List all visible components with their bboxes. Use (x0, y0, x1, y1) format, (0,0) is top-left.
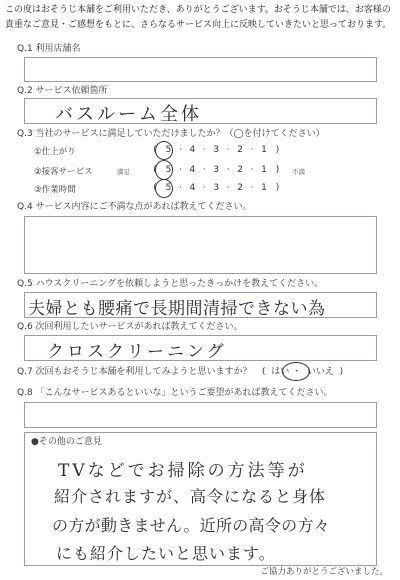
q2-answer: バスルーム全体 (55, 104, 202, 125)
q5-answer-box[interactable] (24, 292, 377, 318)
q6-answer: クロスクリーニング (47, 342, 227, 362)
other-comment-line-2: 紹介されますが、高令になると身体 (54, 487, 327, 506)
q3-item-3-opt-2[interactable]: 2 (237, 183, 243, 193)
q3-item-3-opt-4[interactable]: 4 (189, 183, 196, 193)
q2-label: Q.2 サービス依頼箇所 (17, 86, 108, 96)
q8-answer-box[interactable] (24, 402, 377, 428)
q3-item-3-selection-circle (155, 179, 173, 198)
other-comment-line-3: の方が動きません。近所の高令の方々 (52, 516, 331, 535)
q3-item-1-opt-3[interactable]: 3 (213, 145, 220, 155)
q6-label: Q.6 次回利用したいサービスがあれば教えてください。 (17, 322, 243, 332)
q3-item-1-scale: ( 5 · 4 · 3 · 2 · 1 ) (153, 145, 280, 155)
q3-item-3-opt-1[interactable]: 1 (261, 183, 267, 193)
q3-item-2-opt-3[interactable]: 3 (213, 165, 220, 175)
other-comment-line-4: にも紹介したいと思います。 (56, 544, 276, 563)
q1-answer-box[interactable] (24, 57, 377, 82)
q3-unsatisfied-label: 不満 (292, 168, 305, 176)
thanks-text: ご協力ありがとうございました。 (260, 567, 388, 577)
intro-line-2: 貴重なご意見・ご感想をもとに、さらなるサービス向上に反映していきたいと思っております。 (5, 20, 392, 30)
q8-label: Q.8 「こんなサービスあるといいな」というご要望があれば教えてください。 (17, 388, 333, 398)
q7-yes-selection-circle (282, 362, 310, 381)
intro-line-1: この度はおそうじ本舗をご利用いただき、ありがとうございます。おそうじ本舗では、お客様の (5, 5, 391, 15)
q3-item-1-selection-circle (155, 141, 173, 160)
q7-separator: ・ (292, 367, 302, 377)
q3-item-2-selection-circle (155, 160, 173, 180)
q3-item-3-opt-3[interactable]: 3 (213, 183, 220, 193)
q3-item-3-opt-5[interactable]: 5 (165, 183, 172, 193)
q5-answer: 夫婦とも腰痛で長期間清掃できない為 (28, 299, 326, 319)
q3-satisfied-label: 満足 (117, 168, 130, 176)
q3-item-2-opt-4[interactable]: 4 (189, 165, 196, 175)
q4-answer-box[interactable] (24, 216, 377, 274)
q1-label: Q.1 利用店舗名 (17, 44, 81, 54)
q7-yes-option[interactable]: はい (271, 367, 290, 377)
q7-options: ( はい ・ いいえ ) (262, 367, 344, 377)
q3-item-1-opt-4[interactable]: 4 (189, 145, 196, 155)
q3-label: Q.3 当社のサービスに満足していただけましたか？（◯を付けてください） (17, 129, 325, 139)
other-comments-label: ●その他のご意見 (31, 437, 102, 447)
q3-item-2-scale: ( 5 · 4 · 3 · 2 · 1 ) (153, 165, 280, 175)
q3-item-1-opt-2[interactable]: 2 (237, 145, 243, 155)
q7-no-option[interactable]: いいえ (306, 367, 334, 377)
other-comment-line-1: TVなどでお掃除の方法等が (58, 461, 308, 481)
q3-item-2-opt-1[interactable]: 1 (261, 165, 267, 175)
q3-item-1-label: ①仕上がり (34, 147, 76, 157)
q4-label: Q.4 サービス内容にご不満な点があれば教えてください。 (17, 202, 252, 212)
q2-answer-box[interactable] (24, 98, 377, 124)
q5-label: Q.5 ハウスクリーニングを依頼しようと思ったきっかけを教えてください。 (17, 279, 324, 289)
intro-text (5, 3, 397, 33)
q3-item-1-opt-1[interactable]: 1 (261, 145, 267, 155)
q6-answer-box[interactable] (24, 335, 377, 361)
q3-item-3-label: ③作業時間 (34, 185, 76, 195)
q3-item-3-scale: ( 5 · 4 · 3 · 2 · 1 ) (153, 183, 280, 193)
q3-item-1-opt-5[interactable]: 5 (165, 145, 172, 155)
q3-item-2-label: ②接客サービス (34, 167, 93, 177)
q3-item-2-opt-2[interactable]: 2 (237, 165, 243, 175)
q7-label: Q.7 次回もおそうじ本舗を利用してみようと思いますか？ (17, 367, 252, 377)
q3-item-2-opt-5[interactable]: 5 (165, 165, 172, 175)
